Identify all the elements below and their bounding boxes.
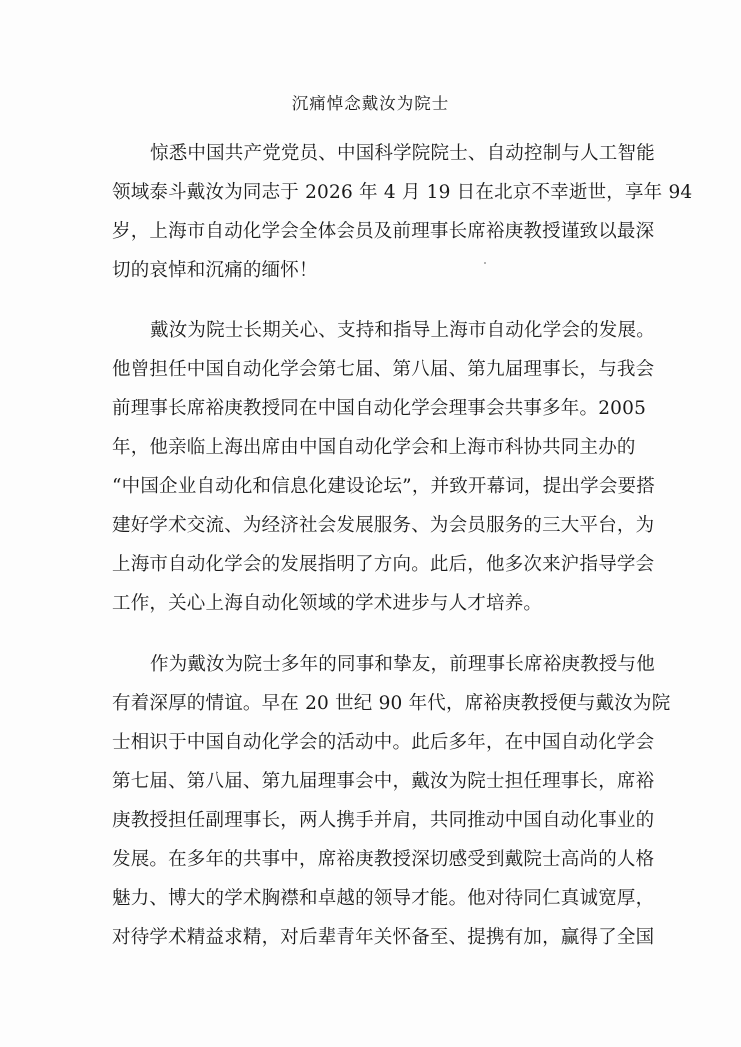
paragraph-1-line-1: 惊悉中国共产党党员、中国科学院院士、自动控制与人工智能 — [150, 143, 655, 164]
paragraph-3-line-3: 士相识于中国自动化学会的活动中。此后多年，在中国自动化学会 — [112, 732, 655, 753]
document-title: 沉痛悼念戴汝为院士 — [291, 94, 450, 113]
paragraph-2-line-5: “中国企业自动化和信息化建设论坛”，并致开幕词，提出学会要搭 — [112, 476, 655, 497]
paragraph-3-line-4: 第七届、第八届、第九届理事会中，戴汝为院士担任理事长，席裕 — [112, 771, 655, 792]
paragraph-2-line-7: 上海市自动化学会的发展指明了方向。此后，他多次来沪指导学会 — [112, 554, 655, 575]
paragraph-2-line-4: 年，他亲临上海出席由中国自动化学会和上海市科协共同主办的 — [112, 437, 636, 458]
paragraph-2-line-3: 前理事长席裕庚教授同在中国自动化学会理事会共事多年。2005 — [112, 398, 647, 419]
paragraph-3-line-1: 作为戴汝为院士多年的同事和挚友，前理事长席裕庚教授与他 — [150, 654, 655, 675]
paragraph-2-line-8: 工作，关心上海自动化领域的学术进步与人才培养。 — [112, 593, 543, 614]
paragraph-2-line-2: 他曾担任中国自动化学会第七届、第八届、第九届理事长，与我会 — [112, 359, 655, 380]
paragraph-3-line-8: 对待学术精益求精，对后辈青年关怀备至、提携有加，赢得了全国 — [112, 927, 655, 948]
paragraph-3-line-2: 有着深厚的情谊。早在 20 世纪 90 年代，席裕庚教授便与戴汝为院 — [112, 693, 671, 714]
paragraph-2-line-6: 建好学术交流、为经济社会发展服务、为会员服务的三大平台，为 — [112, 515, 655, 536]
paragraph-1-line-2: 领域泰斗戴汝为同志于 2026 年 4 月 19 日在北京不幸逝世，享年 94 — [112, 182, 693, 203]
paragraph-1-line-3: 岁，上海市自动化学会全体会员及前理事长席裕庚教授谨致以最深 — [112, 221, 655, 242]
paragraph-3-line-5: 庚教授担任副理事长，两人携手并肩，共同推动中国自动化事业的 — [112, 810, 655, 831]
paragraph-3-line-7: 魅力、博大的学术胸襟和卓越的领导才能。他对待同仁真诚宽厚， — [112, 888, 655, 909]
paragraph-3-line-6: 发展。在多年的共事中，席裕庚教授深切感受到戴院士高尚的人格 — [112, 849, 655, 870]
paragraph-1-line-4: 切的哀悼和沉痛的缅怀！ — [112, 260, 318, 281]
scan-speck — [484, 262, 486, 264]
paragraph-2-line-1: 戴汝为院士长期关心、支持和指导上海市自动化学会的发展。 — [150, 320, 655, 341]
